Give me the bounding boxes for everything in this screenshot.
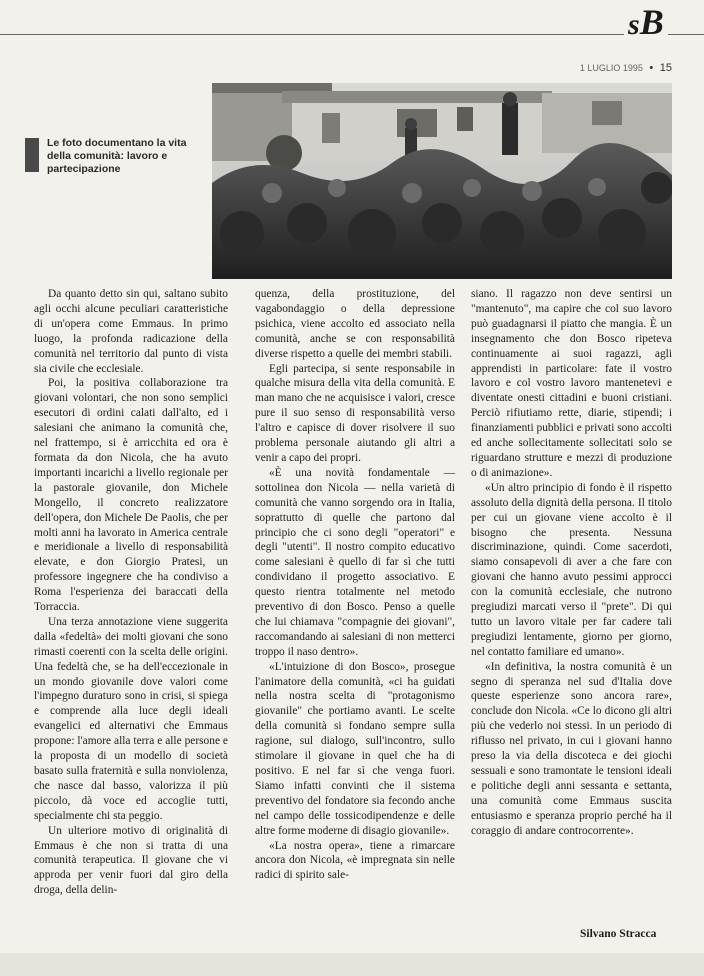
paragraph: Egli partecipa, si sente responsabile in qualche misura della vita della comunità. E man mano che ne acquisisce i valori, cresce pure il suo senso di responsabilità verso l'altro e capisce di dover risolvere il suo problema personale aiutando gli altri a venir a capo dei propri. <box>255 362 455 464</box>
paragraph: «È una novità fondamentale — sottolinea don Nicola — nella varietà di comunità che vanno sorgendo ora in Italia, soprattutto di quelle che partono dal principio che ci sono degli "operatori" e degli "utenti". Il nostro compito educativo come salesiani è quello di far sì che tutti condividano il progetto associativo. E questo rientra totalmente nel metodo preventivo di don Bosco. Penso a quelle che lui chiamava "compagnie dei giovani", raccomandando ai salesiani di non metterci troppo il naso dentro». <box>255 466 455 658</box>
paragraph: «L'intuizione di don Bosco», prosegue l'animatore della comunità, «ci ha guidati nella nostra scelta di "protagonismo giovanile" che portiamo avanti. Le scelte della comunità si fondano sempre sulla ragione, sul dialogo, sull'incontro, sullo stimolare il giovane in quel che ha di positivo. E nel far sì che venga fuori. Siamo infatti convinti che il sistema preventivo del fondatore sia fecondo anche nel campo delle tossicodipendenze e delle altre forme moderne di disagio giovanile». <box>255 660 455 837</box>
page-bottom-strip <box>0 953 704 976</box>
issue-date: 1 LUGLIO 1995 <box>579 63 643 73</box>
caption-marker <box>25 138 39 172</box>
paragraph: quenza, della prostituzione, del vagabondaggio o della depressione psichica, viene accolto ed associato nella comunità, anche se con responsabilità diverse rispetto a quelle dei membri stabili. <box>255 288 455 360</box>
article-column-3 <box>471 287 672 839</box>
page-separator: • <box>649 62 654 74</box>
community-gathering-photo <box>212 83 672 279</box>
paragraph: Da quanto detto sin qui, saltano subito agli occhi alcune peculiari caratteristiche di un'opera come Emmaus. In primo luogo, la profonda radicazione della comunità nel territorio dal punto di vista sia civile che ecclesiale. <box>34 288 228 375</box>
publication-logo: sB <box>624 2 668 45</box>
paragraph: Una terza annotazione viene suggerita dalla «fedeltà» dei molti giovani che sono rimasti coerenti con la scelta delle origini. Una fedeltà che, se ha dell'eccezionale in un mondo giovanile dove valori come l'impegno duraturo sono in crisi, si spiega e comprende alla luce degli ideali evangelici ed alternativi che Emmaus propone: l'amore alla terra e alle persone e la proposta di un modello di società basato sulla fraternità e sulla nonviolenza, che nasce dal basso, valorizza il più piccolo, dà voce ed accoglie tutti, specialmente chi sta peggio. <box>34 615 228 822</box>
header-rule <box>0 34 704 35</box>
photo-caption <box>25 137 200 176</box>
author-byline: Silvano Stracca <box>580 928 657 940</box>
page-number: 15 <box>659 62 672 74</box>
caption-text: Le foto documentano la vita della comunità: lavoro e partecipazione <box>47 137 187 175</box>
paragraph: Poi, la positiva collaborazione tra giovani volontari, che non sono semplici esecutori di ordini calati dall'alto, ed i salesiani che animano la comunità che, nel frattempo, si è arricchita ed ora è formata da don Nicola, che ha avuto importanti incarichi a livello regionale per la pastorale giovanile, don Michele Mongello, il concreto realizzatore dell'opera, don Michele De Paolis, che per molti anni ha lavorato in America centrale e meridionale a livello di responsabilità elevate, e don Giorgio Pratesi, un professore ingegnere che ha condiviso a Roma l'esperienza dei baraccati della Torraccia. <box>34 377 228 614</box>
paragraph: siano. Il ragazzo non deve sentirsi un "mantenuto", ma capire che col suo lavoro può guadagnarsi il piatto che mangia. È un insegnamento che don Bosco ripeteva continuamente ai suoi ragazzi, agli apprendisti in particolare: fate il vostro lavoro e col vostro lavoro mantenetevi e diventate onesti cittadini e buoni cristiani. Perciò rifiutiamo rette, diarie, stipendi; i finanziamenti pubblici e privati sono accolti ed anche sollecitamente sollecitati solo se riguardano strutture e mezzi di produzione o di animazione». <box>471 288 672 479</box>
paragraph: «In definitiva, la nostra comunità è un segno di speranza nel sud d'Italia dove queste esperienze sono ancora rare», conclude don Nicola. «Ce lo dicono gli altri più che vederlo noi stessi. In un periodo di riflusso nel privato, in cui i giovani hanno preso la via della discoteca e dei giochi sessuali e sono tramontate le tensioni ideali e politiche degli anni sessanta e settanta, una comunità come Emmaus suscita entusiasmo e speranza proprio perché ha il coraggio di andare controcorrente». <box>471 660 672 837</box>
paragraph: «La nostra opera», tiene a rimarcare ancora don Nicola, «è impregnata sin nelle radici di spirito sale- <box>255 839 455 882</box>
date-line <box>580 62 672 74</box>
article-column-1 <box>34 287 228 898</box>
paragraph: «Un altro principio di fondo è il rispetto assoluto della dignità della persona. Il titolo per cui un giovane viene accolto è il bisogno che presenta. Nessuna discriminazione, quindi. Come sacerdoti, siamo consapevoli di aver a che fare con giovani che hanno avuto pessimi approcci con la comunità ecclesiale, che nutrono pregiudizi marcati verso il "prete". Di qui tutto un lavoro vitale per far cadere tali pregiudizi lentamente, giorno per giorno, nel contatto familiare ed umano». <box>471 481 672 658</box>
paragraph: Un ulteriore motivo di originalità di Emmaus è che non si tratta di una comunità terapeutica. Il giovane che vi approda per venir fuori dal giro della droga, della delin- <box>34 824 228 897</box>
article-column-2 <box>255 287 455 883</box>
